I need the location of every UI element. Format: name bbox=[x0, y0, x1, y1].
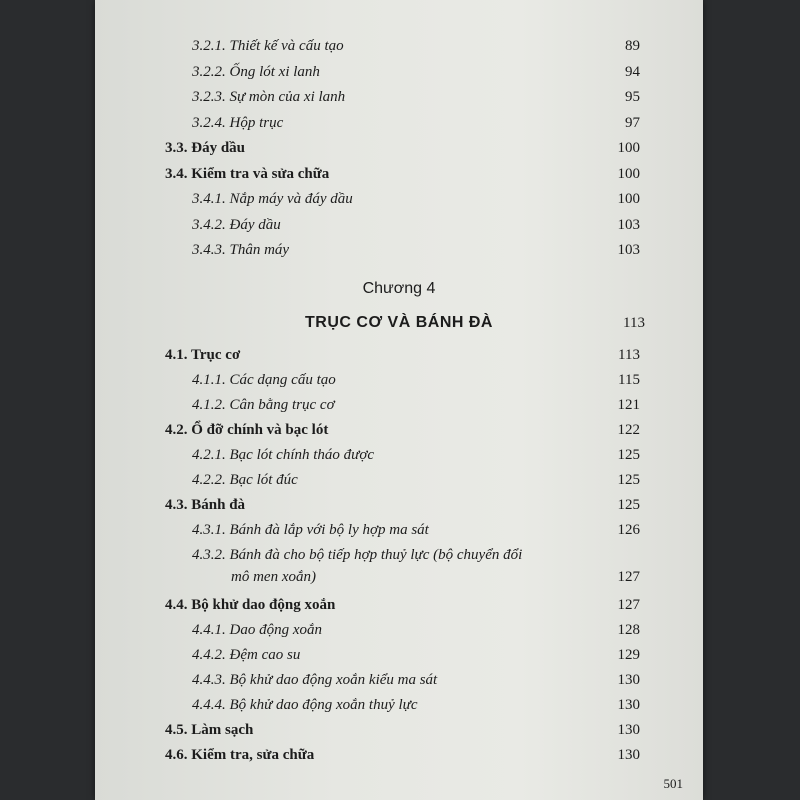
toc-entry-text bbox=[192, 622, 322, 639]
toc-entry-text bbox=[165, 347, 240, 364]
toc-entry bbox=[95, 38, 640, 58]
toc-entry-title: Ống lót xi lanh bbox=[229, 63, 320, 80]
toc-entry-page: 128 bbox=[617, 622, 640, 638]
toc-entry-text bbox=[192, 191, 353, 208]
toc-entry-page: 125 bbox=[617, 472, 640, 488]
toc-entry-title: Bộ khử dao động xoắn kiểu ma sát bbox=[229, 672, 438, 688]
toc-entry-page: 121 bbox=[617, 397, 640, 413]
toc-entry-page: 127 bbox=[617, 597, 640, 613]
toc-entry-number: 4.3. bbox=[165, 497, 188, 513]
toc-entry-title: Hộp trục bbox=[229, 114, 284, 131]
toc-entry-page: 130 bbox=[617, 672, 640, 688]
toc-entry-text bbox=[192, 64, 320, 81]
toc-entry-title: Đáy dầu bbox=[229, 216, 281, 233]
toc-entry bbox=[95, 115, 640, 135]
toc-entry-number: 3.4.1. bbox=[192, 191, 226, 207]
toc-entry-text bbox=[165, 722, 253, 739]
toc-entry-page: 125 bbox=[617, 497, 640, 513]
toc-entry-text bbox=[192, 697, 418, 714]
toc-entry-text bbox=[192, 372, 336, 389]
toc-entry-page: 113 bbox=[618, 347, 640, 363]
toc-entry bbox=[95, 422, 640, 442]
toc-entry bbox=[95, 747, 640, 767]
toc-entry-page: 127 bbox=[617, 569, 640, 585]
toc-entry-text bbox=[192, 242, 289, 259]
toc-entry-text bbox=[165, 422, 328, 439]
toc-entry-text bbox=[192, 672, 437, 689]
chapter-title bbox=[95, 314, 703, 332]
toc-entry-title: Trục cơ bbox=[190, 347, 241, 363]
toc-entry-number: 4.2.2. bbox=[192, 472, 226, 488]
toc-entry-number: 4.3.1. bbox=[192, 522, 226, 538]
toc-entry-page: 126 bbox=[617, 522, 640, 538]
toc-entry-page: 103 bbox=[617, 216, 640, 233]
chapter-title-text: TRỤC CƠ VÀ BÁNH ĐÀ bbox=[305, 314, 493, 331]
toc-entry bbox=[95, 522, 640, 542]
toc-entry-title: Bạc lót đúc bbox=[229, 472, 298, 488]
toc-entry-text bbox=[165, 597, 335, 614]
toc-entry-title: Đáy dầu bbox=[191, 140, 246, 156]
toc-entry bbox=[95, 191, 640, 211]
toc-entry-number: 4.2. bbox=[165, 422, 188, 438]
toc-entry-number: 4.3.2. bbox=[192, 547, 226, 563]
toc-entry bbox=[95, 89, 640, 109]
toc-entry-text bbox=[192, 89, 345, 106]
toc-entry-number: 3.3. bbox=[165, 140, 188, 156]
toc-entry-page: 100 bbox=[617, 191, 640, 207]
page-folio: 501 bbox=[663, 776, 683, 791]
toc-entry-number: 3.2.2. bbox=[192, 63, 226, 80]
toc-entry bbox=[95, 140, 640, 160]
chapter-page-number: 113 bbox=[623, 315, 645, 331]
toc-entry-page: 122 bbox=[617, 422, 640, 438]
toc-entry-number: 4.5. bbox=[165, 722, 188, 738]
toc-entry-number: 4.1.2. bbox=[192, 397, 226, 413]
toc-entry bbox=[95, 217, 640, 237]
toc-entry bbox=[95, 372, 640, 392]
toc-entry bbox=[95, 547, 640, 585]
toc-entry bbox=[95, 472, 640, 492]
toc-entry-page: 129 bbox=[617, 647, 640, 663]
toc-entry-title: Dao động xoắn bbox=[229, 622, 322, 638]
toc-entry-title: Các dạng cấu tạo bbox=[229, 372, 336, 388]
toc-entry-number: 3.2.4. bbox=[192, 114, 226, 131]
toc-entry-text bbox=[165, 166, 329, 183]
toc-entry bbox=[95, 697, 640, 717]
toc-entry-title: Kiểm tra, sửa chữa bbox=[191, 747, 315, 763]
toc-entry bbox=[95, 242, 640, 262]
toc-entry-number: 4.4.3. bbox=[192, 672, 226, 688]
toc-entry-title: Bánh đà cho bộ tiếp hợp thuỷ lực (bộ chuyển đổi bbox=[229, 547, 523, 563]
toc-entry-text bbox=[192, 447, 374, 464]
toc-entry-number: 3.4.3. bbox=[192, 242, 226, 258]
toc-entry bbox=[95, 597, 640, 617]
toc-entry-number: 4.1. bbox=[165, 347, 188, 363]
toc-entry-number: 4.6. bbox=[165, 747, 188, 763]
toc-entry bbox=[95, 447, 640, 467]
toc-entry-page: 94 bbox=[625, 63, 640, 80]
toc-entry-text bbox=[165, 497, 245, 514]
toc-entry-number: 4.1.1. bbox=[192, 372, 226, 388]
toc-entry bbox=[95, 64, 640, 84]
toc-entry-title: Bánh đà bbox=[191, 497, 246, 513]
toc-entry-page: 89 bbox=[625, 38, 640, 54]
toc-entry-title: Bộ khử dao động xoắn bbox=[191, 597, 336, 613]
toc-entry-title: Đệm cao su bbox=[229, 647, 301, 663]
toc-entry-title: Thân máy bbox=[229, 242, 290, 258]
toc-entry-text bbox=[192, 647, 300, 664]
book-page bbox=[95, 0, 703, 800]
toc-entry-number: 4.4.1. bbox=[192, 622, 226, 638]
toc-entry-text bbox=[192, 397, 335, 414]
toc-entry bbox=[95, 647, 640, 667]
toc-entry-page: 125 bbox=[617, 447, 640, 463]
toc-entry-title: Kiểm tra và sửa chữa bbox=[191, 165, 330, 182]
toc-entry-title: Bạc lót chính tháo được bbox=[229, 447, 374, 463]
toc-entry-text bbox=[192, 115, 283, 132]
toc-entry-page: 95 bbox=[625, 89, 640, 105]
toc-entry-page: 100 bbox=[617, 165, 640, 182]
chapter-number: Chương 4 bbox=[362, 280, 436, 297]
toc-entry-text bbox=[165, 140, 245, 157]
toc-entry-page: 97 bbox=[625, 114, 640, 131]
toc-entry-title: Nắp máy và đáy dầu bbox=[229, 191, 353, 207]
toc-entry-page: 103 bbox=[617, 242, 640, 258]
toc-entry-text bbox=[192, 38, 344, 55]
toc-entry-title: Bộ khử dao động xoắn thuỷ lực bbox=[229, 697, 418, 713]
toc-entry-number: 3.2.3. bbox=[192, 89, 226, 105]
toc-entry-number: 4.4. bbox=[165, 597, 188, 613]
toc-entry bbox=[95, 722, 640, 742]
toc-entry-number: 4.4.2. bbox=[192, 647, 226, 663]
toc-entry-number: 4.4.4. bbox=[192, 697, 226, 713]
toc-entry bbox=[95, 347, 640, 367]
toc-entry bbox=[95, 397, 640, 417]
toc-entry-text bbox=[192, 217, 281, 234]
toc-entry-number: 3.2.1. bbox=[192, 38, 226, 54]
toc-entry-page: 100 bbox=[617, 140, 640, 156]
toc-entry-page: 130 bbox=[617, 722, 640, 738]
toc-entry bbox=[95, 622, 640, 642]
toc-entry-title: Sự mòn của xi lanh bbox=[229, 89, 346, 105]
toc-entry bbox=[95, 497, 640, 517]
toc-entry-title: Bánh đà lắp với bộ ly hợp ma sát bbox=[229, 522, 429, 538]
toc-entry-title: Thiết kế và cấu tạo bbox=[229, 38, 344, 54]
toc-entry-number: 4.2.1. bbox=[192, 447, 226, 463]
toc-entry-title: Cân bằng trục cơ bbox=[229, 397, 335, 413]
toc-entry bbox=[95, 166, 640, 186]
toc-entry-number: 3.4.2. bbox=[192, 216, 226, 233]
toc-entry-page: 130 bbox=[617, 747, 640, 763]
toc-entry-number: 3.4. bbox=[165, 165, 188, 182]
toc-entry-page: 130 bbox=[617, 697, 640, 713]
toc-entry-text bbox=[165, 747, 314, 764]
toc-entry-text bbox=[192, 522, 429, 539]
toc-entry-title: Làm sạch bbox=[191, 722, 254, 738]
toc-entry-page: 115 bbox=[618, 372, 640, 388]
toc-entry bbox=[95, 672, 640, 692]
toc-entry-text bbox=[192, 472, 298, 489]
toc-entry-title-continued: mô men xoắn) bbox=[231, 569, 316, 585]
toc-entry-title: Ổ đỡ chính và bạc lót bbox=[191, 422, 329, 438]
toc-entry-text bbox=[192, 547, 522, 564]
